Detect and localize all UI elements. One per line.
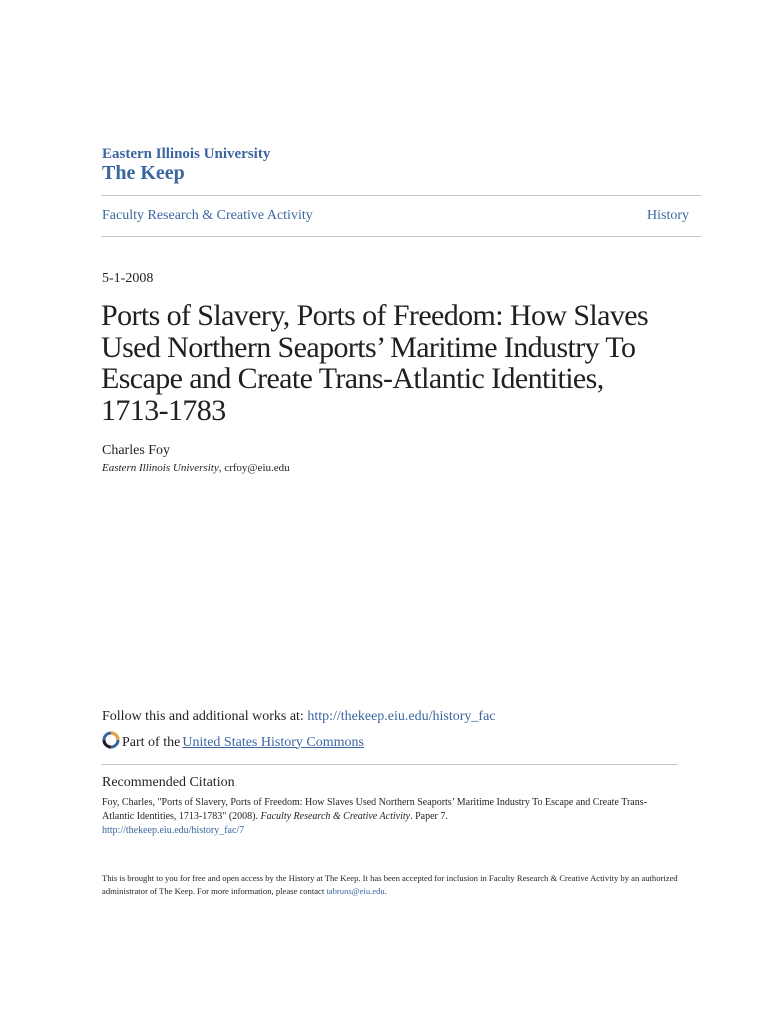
author-email: , crfoy@eiu.edu xyxy=(218,462,290,474)
citation-paper-number: . Paper 7. xyxy=(410,811,448,822)
divider-citation xyxy=(101,764,678,765)
author-affiliation xyxy=(102,462,290,474)
citation-url-link[interactable]: http://thekeep.eiu.edu/history_fac/7 xyxy=(102,825,245,836)
divider-top xyxy=(101,195,701,196)
follow-line xyxy=(102,709,496,725)
commons-icon xyxy=(102,731,120,754)
publication-date: 5-1-2008 xyxy=(102,271,154,286)
part-of-label: Part of the xyxy=(122,734,181,750)
institution-name: Eastern Illinois University xyxy=(102,146,271,162)
access-notice-text: This is brought to you for free and open access by the History at The Keep. It has been accepted for inclusion in Faculty Research & Creative Activity by an authorized administrator of The Keep. For more information, please contact xyxy=(102,873,678,896)
citation-heading: Recommended Citation xyxy=(102,775,235,790)
affiliation-name: Eastern Illinois University xyxy=(102,462,219,474)
citation-text xyxy=(102,796,662,838)
access-notice-end: . xyxy=(384,886,387,896)
discipline-link[interactable]: History xyxy=(647,208,689,223)
collection-url-link[interactable]: http://thekeep.eiu.edu/history_fac xyxy=(307,709,496,724)
follow-label: Follow this and additional works at: xyxy=(102,709,308,724)
access-notice xyxy=(102,872,682,898)
author-name: Charles Foy xyxy=(102,443,171,458)
commons-link[interactable]: United States History Commons xyxy=(182,734,364,750)
part-of-line xyxy=(102,731,364,754)
contact-email-link[interactable]: tabruns@eiu.edu xyxy=(326,886,385,896)
divider-nav xyxy=(101,236,701,237)
paper-title: Ports of Slavery, Ports of Freedom: How Slaves Used Northern Seaports’ Maritime Industry To Escape and Create Trans-Atlantic Identities, 1713-1783 xyxy=(101,299,649,427)
citation-body: Foy, Charles, "Ports of Slavery, Ports of Freedom: How Slaves Used Northern Seaports’ Maritime Industry To Escape and Create Trans-Atlantic Identities, 1713-1783" (2008). xyxy=(102,797,647,822)
citation-series: Faculty Research & Creative Activity xyxy=(260,811,411,822)
repository-name[interactable]: The Keep xyxy=(102,162,185,184)
collection-link[interactable]: Faculty Research & Creative Activity xyxy=(102,208,313,223)
